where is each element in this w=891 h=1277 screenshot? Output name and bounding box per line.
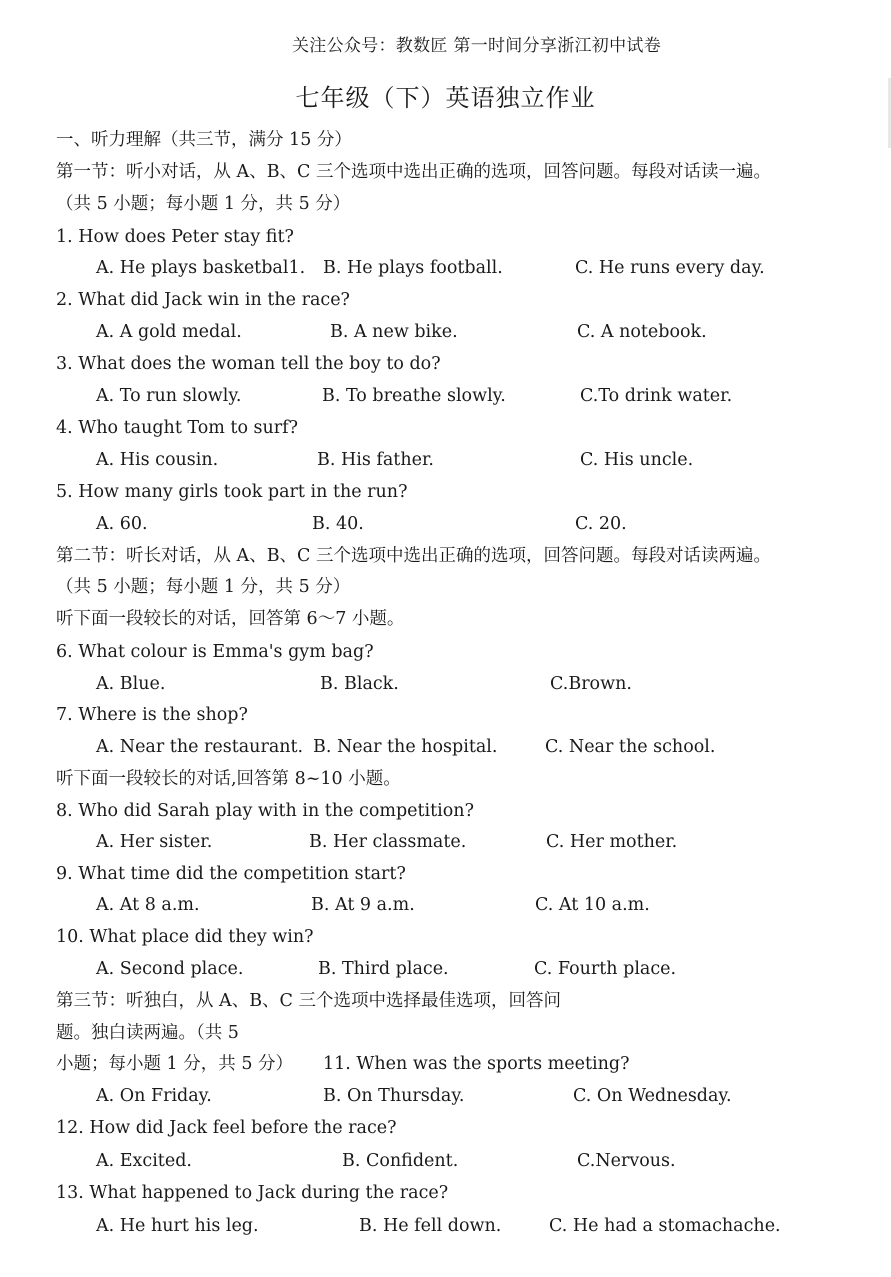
q11-option-b: B. On Thursday. bbox=[323, 1086, 465, 1106]
part2-dialogue2-intro: 听下面一段较长的对话,回答第 8~10 小题。 bbox=[56, 769, 401, 789]
header-note: 关注公众号：教数匠 第一时间分享浙江初中试卷 bbox=[292, 36, 662, 56]
question-10: 10. What place did they win? bbox=[56, 927, 314, 947]
q2-option-b: B. A new bike. bbox=[330, 322, 458, 342]
question-5: 5. How many girls took part in the run? bbox=[56, 482, 408, 502]
q10-option-c: C. Fourth place. bbox=[534, 959, 677, 979]
q4-option-b: B. His father. bbox=[317, 450, 434, 470]
section-heading: 一、听力理解（共三节，满分 15 分） bbox=[56, 130, 352, 150]
question-13: 13. What happened to Jack during the race? bbox=[56, 1183, 449, 1203]
q8-option-c: C. Her mother. bbox=[546, 832, 678, 852]
question-3: 3. What does the woman tell the boy to do? bbox=[56, 354, 441, 374]
part3-instructions: 第三节：听独白，从 A、B、C 三个选项中选择最佳选项，回答问 bbox=[56, 991, 562, 1011]
q11-option-a: A. On Friday. bbox=[96, 1086, 212, 1106]
part1-scoring: （共 5 小题；每小题 1 分，共 5 分） bbox=[56, 194, 351, 214]
q13-option-a: A. He hurt his leg. bbox=[96, 1216, 259, 1236]
q8-option-b: B. Her classmate. bbox=[309, 832, 467, 852]
q12-option-c: C.Nervous. bbox=[577, 1151, 676, 1171]
q3-option-c: C.To drink water. bbox=[580, 386, 733, 406]
q1-option-c: C. He runs every day. bbox=[575, 258, 765, 278]
q8-option-a: A. Her sister. bbox=[96, 832, 213, 852]
q1-option-b: B. He plays football. bbox=[323, 258, 503, 278]
question-6: 6. What colour is Emma's gym bag? bbox=[56, 642, 374, 662]
q9-option-a: A. At 8 a.m. bbox=[96, 895, 200, 915]
q11-option-c: C. On Wednesday. bbox=[573, 1086, 732, 1106]
question-8: 8. Who did Sarah play with in the competition? bbox=[56, 801, 474, 821]
q5-option-a: A. 60. bbox=[96, 514, 148, 534]
part3-scoring: 小题；每小题 1 分，共 5 分） bbox=[56, 1054, 294, 1074]
part2-dialogue1-intro: 听下面一段较长的对话，回答第 6～7 小题。 bbox=[56, 609, 405, 629]
q10-option-b: B. Third place. bbox=[318, 959, 449, 979]
part2-instructions: 第二节：听长对话，从 A、B、C 三个选项中选出正确的选项，回答问题。每段对话读两遍。 bbox=[56, 546, 772, 566]
q10-option-a: A. Second place. bbox=[96, 959, 244, 979]
part1-instructions: 第一节：听小对话，从 A、B、C 三个选项中选出正确的选项，回答问题。每段对话读一遍。 bbox=[56, 162, 772, 182]
q12-option-b: B. Confident. bbox=[342, 1151, 459, 1171]
q4-option-a: A. His cousin. bbox=[96, 450, 219, 470]
q6-option-c: C.Brown. bbox=[550, 674, 632, 694]
q4-option-c: C. His uncle. bbox=[580, 450, 694, 470]
q2-option-a: A. A gold medal. bbox=[96, 322, 242, 342]
q3-option-a: A. To run slowly. bbox=[96, 386, 242, 406]
q12-option-a: A. Excited. bbox=[96, 1151, 192, 1171]
q13-option-b: B. He fell down. bbox=[359, 1216, 502, 1236]
question-9: 9. What time did the competition start? bbox=[56, 864, 406, 884]
q7-option-c: C. Near the school. bbox=[545, 737, 716, 757]
q3-option-b: B. To breathe slowly. bbox=[322, 386, 506, 406]
question-12: 12. How did Jack feel before the race? bbox=[56, 1118, 397, 1138]
q5-option-b: B. 40. bbox=[312, 514, 364, 534]
q13-option-c: C. He had a stomachache. bbox=[549, 1216, 781, 1236]
q6-option-a: A. Blue. bbox=[96, 674, 166, 694]
q6-option-b: B. Black. bbox=[320, 674, 399, 694]
part3-instructions-cont: 题。独白读两遍。（共 5 bbox=[56, 1023, 239, 1043]
q9-option-c: C. At 10 a.m. bbox=[535, 895, 650, 915]
q5-option-c: C. 20. bbox=[575, 514, 627, 534]
q7-option-a: A. Near the restaurant. bbox=[96, 737, 304, 757]
q9-option-b: B. At 9 a.m. bbox=[311, 895, 415, 915]
q7-option-b: B. Near the hospital. bbox=[313, 737, 498, 757]
q1-option-a: A. He plays basketbal1. bbox=[96, 258, 306, 278]
page-title: 七年级（下）英语独立作业 bbox=[295, 84, 596, 112]
q2-option-c: C. A notebook. bbox=[577, 322, 707, 342]
question-4: 4. Who taught Tom to surf? bbox=[56, 418, 299, 438]
question-7: 7. Where is the shop? bbox=[56, 705, 248, 725]
question-1: 1. How does Peter stay fit? bbox=[56, 227, 294, 247]
question-11: 11. When was the sports meeting? bbox=[323, 1054, 630, 1074]
part2-scoring: （共 5 小题；每小题 1 分，共 5 分） bbox=[56, 577, 351, 597]
question-2: 2. What did Jack win in the race? bbox=[56, 290, 350, 310]
